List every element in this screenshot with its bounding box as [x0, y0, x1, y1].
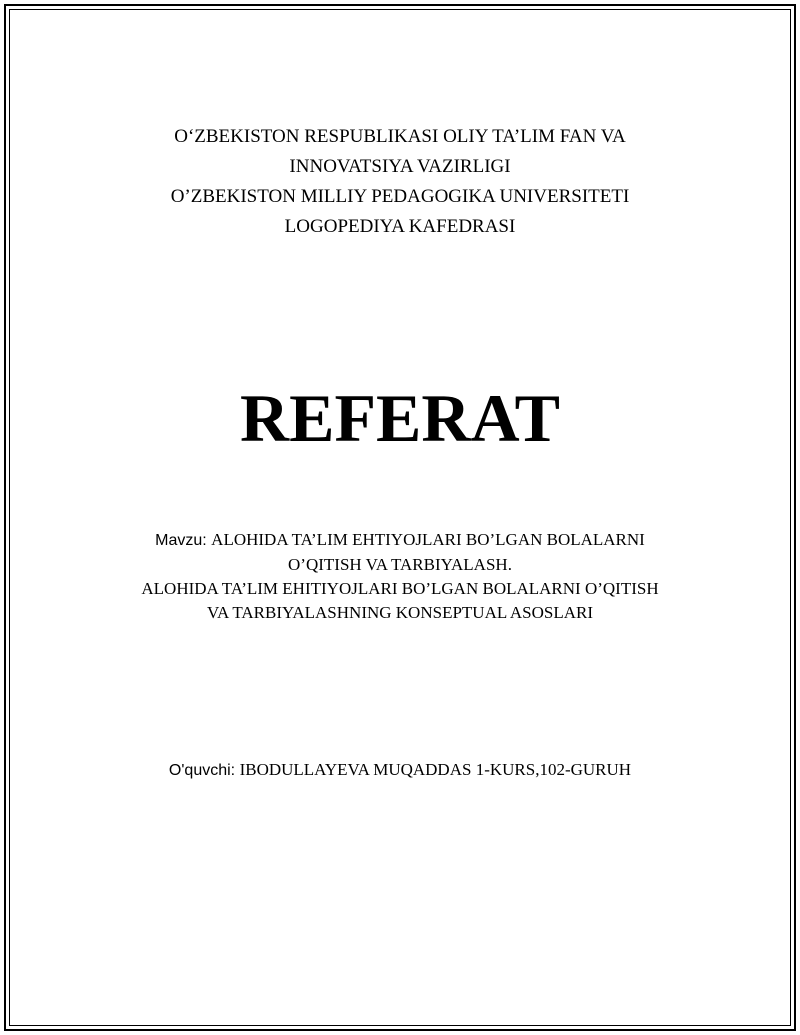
student-label: O'quvchi:: [168, 762, 240, 779]
header-line-3: O’ZBEKISTON MILLIY PEDAGOGIKA UNIVERSITETI: [170, 186, 630, 207]
topic-line-1: [0, 528, 800, 553]
topic-line-3: ALOHIDA TA’LIM EHITIYOJLARI BO’LGAN BOLALARNI O’QITISH: [141, 579, 659, 598]
institution-header: [0, 122, 800, 242]
header-line-1: O‘ZBEKISTON RESPUBLIKASI OLIY TA’LIM FAN VA: [174, 126, 626, 147]
topic-line-4: VA TARBIYALASHNING KONSEPTUAL ASOSLARI: [206, 603, 594, 622]
student-group: 1-KURS,102-GURUH: [471, 760, 632, 779]
student-info: [0, 758, 800, 783]
student-name: IBODULLAYEVA MUQADDAS: [239, 760, 472, 779]
header-line-4: LOGOPEDIYA KAFEDRASI: [284, 216, 516, 237]
topic-section: [0, 528, 800, 625]
topic-label: Mavzu:: [155, 532, 212, 549]
topic-line-2: O’QITISH VA TARBIYALASH.: [288, 555, 512, 574]
header-line-2: INNOVATSIYA VAZIRLIGI: [289, 156, 511, 177]
topic-text-1: ALOHIDA TA’LIM EHTIYOJLARI BO’LGAN BOLALARNI: [211, 530, 645, 549]
document-title: REFERAT: [240, 380, 560, 456]
